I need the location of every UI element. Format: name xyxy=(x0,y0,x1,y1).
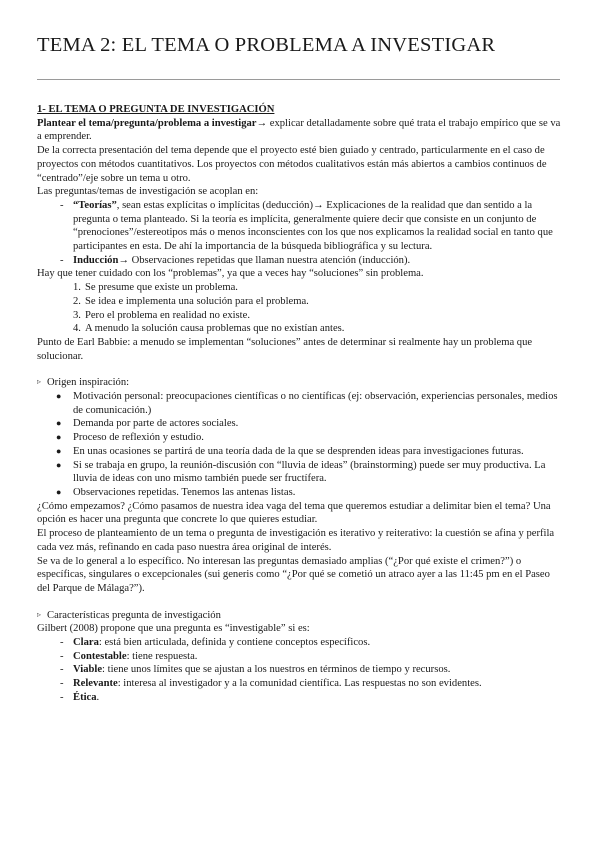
paragraph-plantear xyxy=(37,117,565,144)
bold-term: Contestable xyxy=(73,650,127,662)
list-item xyxy=(37,650,565,664)
list-item-text: A menudo la solución causa problemas que no existían antes. xyxy=(84,323,345,335)
list-item-text: Se idea e implementa una solución para el problema. xyxy=(84,295,309,307)
list-number: 2. xyxy=(73,295,81,307)
subsection-title: Características pregunta de investigación xyxy=(47,609,221,621)
dash-marker: - xyxy=(60,650,64,662)
paragraph-text: explicar detalladamente sobre qué trata el trabajo empírico que se va a emprender. xyxy=(37,117,561,143)
subsection-heading-caracteristicas xyxy=(37,608,565,623)
paragraph-presentacion: De la correcta presentación del tema depende que el proyecto esté bien guiado y centrado, particularmente en el caso de proyectos con métodos cuantitativos. Los proyectos con métodos cualitativos están más abiertos a cambios continuos de “centrado”/eje sobre un tema u otro. xyxy=(37,145,547,184)
list-item-text: Observaciones repetidas. Tenemos las antenas listas. xyxy=(73,486,296,498)
list-item xyxy=(37,636,565,650)
document-body xyxy=(37,103,565,705)
bullet-icon: ● xyxy=(56,459,62,470)
list-item xyxy=(37,281,565,295)
list-item-text: Pero el problema en realidad no existe. xyxy=(84,309,250,321)
bullet-icon: ● xyxy=(56,391,62,402)
list-item xyxy=(37,322,565,336)
dash-marker: - xyxy=(60,199,64,211)
list-item xyxy=(37,431,565,445)
paragraph-babbie: Punto de Earl Babbie: a menudo se implementan “soluciones” antes de determinar si realmente hay un problema que solucionar. xyxy=(37,336,533,362)
list-item-text: Proceso de reflexión y estudio. xyxy=(73,432,204,444)
list-item xyxy=(37,663,565,677)
paragraph-gilbert: Gilbert (2008) propone que una pregunta es “investigable” si es: xyxy=(37,623,310,635)
list-number: 3. xyxy=(73,309,81,321)
list-item xyxy=(37,254,565,268)
list-item xyxy=(37,459,565,486)
page-title: TEMA 2: EL TEMA O PROBLEMA A INVESTIGAR xyxy=(37,34,496,56)
list-item-text: Demanda por parte de actores sociales. xyxy=(73,418,239,430)
list-item-text: : tiene respuesta. xyxy=(126,650,198,662)
bold-term: Relevante xyxy=(73,678,118,690)
bullet-icon: ● xyxy=(56,486,62,497)
triangle-bullet-icon: ▹ xyxy=(37,377,42,387)
list-item xyxy=(37,295,565,309)
bold-term: Inducción xyxy=(73,254,119,266)
list-item-text: → Observaciones repetidas que llaman nuestra atención (inducción). xyxy=(118,254,411,266)
dash-marker: - xyxy=(60,678,64,690)
list-item-text: Motivación personal: preocupaciones científicas o no científicas (ej: observación, experiencias personales, medios de comunicación.) xyxy=(73,391,558,416)
bold-term: Clara xyxy=(73,637,99,649)
title-divider xyxy=(37,79,560,80)
paragraph-proceso: El proceso de planteamiento de un tema o pregunta de investigación es iterativo y reiterativo: la cuestión se afina y perfila cada vez más, refinando en cada paso nuestra área original de interés. xyxy=(37,528,555,553)
bullet-icon: ● xyxy=(56,432,62,443)
numbered-list xyxy=(37,281,565,336)
list-item xyxy=(37,417,565,431)
dash-list-caracteristicas xyxy=(37,636,565,705)
list-number: 4. xyxy=(73,323,81,335)
list-item-text: Se presume que existe un problema. xyxy=(84,282,238,294)
paragraph-general-especifico: Se va de lo general a lo específico. No interesan las preguntas demasiado amplias (“¿Por qué existe el crimen?”) o específicas, singulares o excepcionales (sui generis como “¿Por qué se cometió un atraco ayer a las 11:45 pm en el Paseo del Parque de Málaga?”). xyxy=(37,555,550,594)
dash-list-sources xyxy=(37,199,565,268)
list-item-text: Si se trabaja en grupo, la reunión-discusión con “lluvia de ideas” (brainstorming) puede ser muy productiva. La lluvia de ideas con uno mismo también puede ser fructífera. xyxy=(73,459,546,485)
bold-term: Plantear el tema/pregunta/problema a investigar xyxy=(37,117,257,129)
dash-marker: - xyxy=(60,254,64,266)
dash-marker: - xyxy=(60,691,64,703)
subsection-heading-origen xyxy=(37,375,565,390)
bold-term: Ética xyxy=(73,691,97,703)
list-item-text: En unas ocasiones se partirá de una teoría dada de la que se desprenden ideas para investigaciones futuras. xyxy=(73,445,524,457)
dash-marker: - xyxy=(60,664,64,676)
triangle-bullet-icon: ▹ xyxy=(37,609,42,619)
list-item xyxy=(37,691,565,705)
bullet-icon: ● xyxy=(56,418,62,429)
list-item xyxy=(37,445,565,459)
list-item-text: : tiene unos límites que se ajustan a los nuestros en términos de tiempo y recursos. xyxy=(102,664,451,676)
list-item xyxy=(37,677,565,691)
bullet-list-origen xyxy=(37,390,565,500)
list-item xyxy=(37,486,565,500)
list-item-text: . xyxy=(96,691,100,703)
dash-marker: - xyxy=(60,637,64,649)
paragraph-cuidado: Hay que tener cuidado con los “problemas”, ya que a veces hay “soluciones” sin problema. xyxy=(37,268,424,280)
subsection-title: Origen inspiración: xyxy=(47,377,130,389)
list-item-text: : interesa al investigador y a la comunidad científica. Las respuestas no son evidentes. xyxy=(117,678,482,690)
bold-term: “Teorías” xyxy=(73,199,117,211)
bullet-icon: ● xyxy=(56,445,62,456)
bold-term: Viable xyxy=(73,664,103,676)
list-item xyxy=(37,199,565,254)
list-item xyxy=(37,309,565,323)
list-item xyxy=(37,390,565,417)
paragraph-empezamos: ¿Cómo empezamos? ¿Cómo pasamos de nuestra idea vaga del tema que queremos estudiar a delimitar bien el tema? Una opción es hacer una pregunta que concrete lo que quieres estudiar. xyxy=(37,500,551,526)
paragraph-preguntas: Las preguntas/temas de investigación se acoplan en: xyxy=(37,186,259,198)
list-number: 1. xyxy=(73,282,81,294)
list-item-text: , sean estas explícitas o implícitas (deducción)→ Explicaciones de la realidad que dan sentido a la pregunta o tema planteado. Si la teoría es implícita, generalmente quiere decir que consiste en un conjunto de “prenociones”/estereotipos más o menos inconscientes con los que nos explicamos la realidad social en tanto que participantes en esta. De ahí la importancia de la búsqueda bibliográfica y su lectura. xyxy=(73,199,553,253)
list-item-text: : está bien articulada, definida y contiene conceptos específicos. xyxy=(98,637,371,649)
section-heading: 1- EL TEMA O PREGUNTA DE INVESTIGACIÓN xyxy=(37,104,275,115)
arrow: → xyxy=(256,117,268,129)
